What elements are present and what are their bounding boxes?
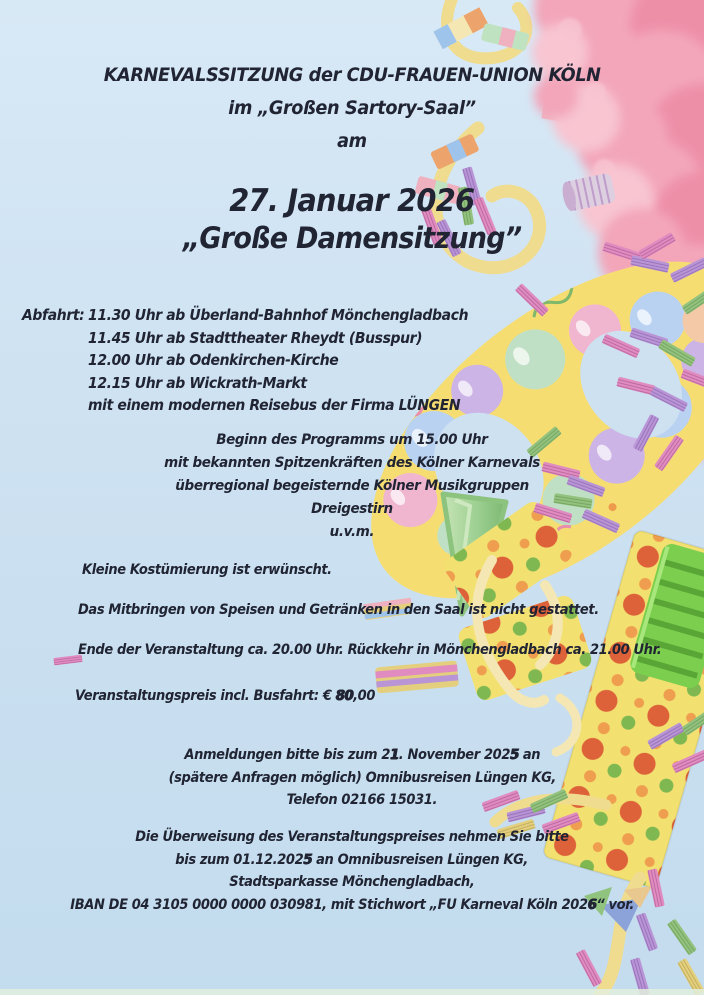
price-decimals: ,00: [353, 688, 376, 704]
departure-line: 11.30 Uhr ab Überland-Bahnhof Mönchengladbach: [88, 306, 469, 324]
note-end-time: Ende der Veranstaltung ca. 20.00 Uhr. Rückkehr in Mönchengladbach ca. 21.00 Uhr.: [78, 642, 662, 658]
departure-line: 12.15 Uhr ab Wickrath-Markt: [88, 373, 307, 392]
departure-bus-note: mit einem modernen Reisebus der Firma LÜNGEN: [88, 396, 461, 414]
program-line: Dreigestirn: [311, 501, 393, 518]
event-subtitle: „Große Damensitzung”: [182, 221, 522, 255]
price-text: Veranstaltungspreis incl. Busfahrt: €: [75, 688, 336, 704]
payment-block: [0, 830, 704, 920]
price-line: [75, 689, 398, 703]
departure-label: Abfahrt:: [22, 306, 85, 324]
payment-bank: Stadtsparkasse Mönchengladbach,: [229, 874, 475, 891]
payment-deadline: bis zum 01.12.2025 an Omnibusreisen Lüngen KG,: [175, 851, 529, 868]
note-costume: Kleine Kostümierung ist erwünscht.: [82, 562, 332, 578]
payment-iban: IBAN DE 04 3105 0000 0000 030981, mit Stichwort „FU Karneval Köln 2026“ vor.: [70, 896, 634, 913]
program-line: u.v.m.: [329, 524, 375, 541]
program-line: überregional begeisternde Kölner Musikgruppen: [175, 478, 529, 495]
departure-list: [88, 308, 497, 421]
registration-contact: (spätere Anfragen möglich) Omnibusreisen Lüngen KG,: [168, 769, 556, 786]
event-date-intro: am: [337, 130, 367, 152]
program-line: mit bekannten Spitzenkräften des Kölner Karnevals: [164, 455, 540, 472]
program-line: Beginn des Programms um 15.00 Uhr: [216, 432, 488, 448]
registration-block: [20, 748, 704, 816]
event-title: KARNEVALSSITZUNG der CDU-FRAUEN-UNION KÖLN: [103, 64, 601, 86]
note-food: Das Mitbringen von Speisen und Getränken in den Saal ist nicht gestattet.: [78, 602, 599, 618]
program-block: [0, 433, 704, 548]
departure-line: 12.00 Uhr ab Odenkirchen-Kirche: [88, 351, 339, 369]
event-date: 27. Januar 2026: [229, 183, 475, 219]
event-venue: im „Großen Sartory-Saal”: [228, 97, 476, 119]
departure-line: 11.45 Uhr ab Stadttheater Rheydt (Busspur): [88, 328, 423, 347]
registration-phone: Telefon 02166 15031.: [286, 792, 438, 809]
payment-intro: Die Überweisung des Veranstaltungspreises nehmen Sie bitte: [135, 829, 569, 845]
price-amount: 80: [335, 688, 354, 704]
registration-deadline: Anmeldungen bitte bis zum 21. November 2025 an: [184, 747, 540, 763]
